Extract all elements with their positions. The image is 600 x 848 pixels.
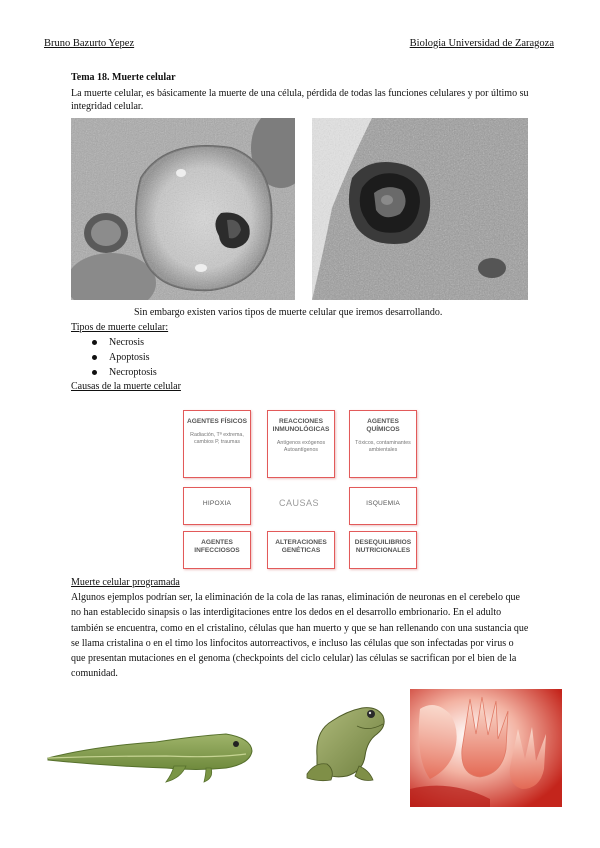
cause-box-genetic <box>267 531 335 569</box>
cause-box-physical <box>183 410 251 478</box>
causes-diagram <box>183 408 415 568</box>
cause-box-title: ISQUEMIA <box>366 500 400 507</box>
apoptosis-micrograph <box>312 118 528 300</box>
programmed-heading: Muerte celular programada <box>71 577 180 588</box>
cause-box-detail: Radiación, Tª extrema, cambios P, traumas <box>190 432 244 445</box>
cause-box-infectious <box>183 531 251 569</box>
causes-center-label: CAUSAS <box>278 498 319 508</box>
cause-box-chemical <box>349 410 417 478</box>
intro-paragraph: La muerte celular, es básicamente la muerte de una célula, pérdida de todas las funciones celulares y por último su integridad celular. <box>71 88 529 112</box>
cause-box-detail: Tóxicos, contaminantes ambientales <box>355 440 411 453</box>
necrosis-micrograph <box>71 118 295 300</box>
cause-box-title: ALTERACIONES GENÉTICAS <box>275 539 327 554</box>
cause-box-title: AGENTES FÍSICOS <box>186 418 248 425</box>
micrograph-caption: Sin embargo existen varios tipos de muerte celular que iremos desarrollando. <box>134 307 443 318</box>
list-item: Apoptosis <box>92 350 157 365</box>
causes-heading: Causas de la muerte celular <box>71 381 181 392</box>
cause-box-nutritional <box>349 531 417 569</box>
header-course: Biologia Universidad de Zaragoza <box>409 38 554 49</box>
programmed-paragraph: Algunos ejemplos podrían ser, la eliminación de la cola de las ranas, eliminación de neuronas en el cerebelo que no han establecido sinapsis o las interdigitaciones entre los dedos en el desarrollo embrionario. En el adulto también se encuentra, como en el cristalino, células que han muerto y que se han rellenando con una sustancia que se llama cristalina o en el timo los linfocitos autorreactivos, e incluso las células que son infectadas por virus o que presentan mutaciones en el genoma (checkpoints del ciclo celular) las células se sacrifican por el bien de la comunidad. <box>71 592 529 680</box>
types-list <box>92 335 157 380</box>
cause-box-detail: Antígenos exógenos Autoantígenos <box>276 440 326 453</box>
cause-box-ischemia <box>349 487 417 525</box>
section-title: Tema 18. Muerte celular <box>71 72 176 83</box>
cause-box-immunological <box>267 410 335 478</box>
cause-box-title: REACCIONES INMUNOLÓGICAS <box>272 418 330 433</box>
header-author: Bruno Bazurto Yepez <box>44 38 135 49</box>
embryo-hands-photo <box>410 689 562 807</box>
tadpole-illustration <box>46 716 256 786</box>
list-item: Necrosis <box>92 335 157 350</box>
cause-box-hypoxia <box>183 487 251 525</box>
list-item: Necroptosis <box>92 365 157 380</box>
types-heading: Tipos de muerte celular: <box>71 322 169 333</box>
frog-illustration <box>297 696 389 786</box>
cause-box-title: DESEQUILIBRIOS NUTRICIONALES <box>354 539 412 554</box>
cause-box-title: AGENTES QUÍMICOS <box>366 418 400 433</box>
cause-box-title: AGENTES INFECCIOSOS <box>194 539 240 554</box>
cause-box-title: HIPOXIA <box>202 500 232 507</box>
